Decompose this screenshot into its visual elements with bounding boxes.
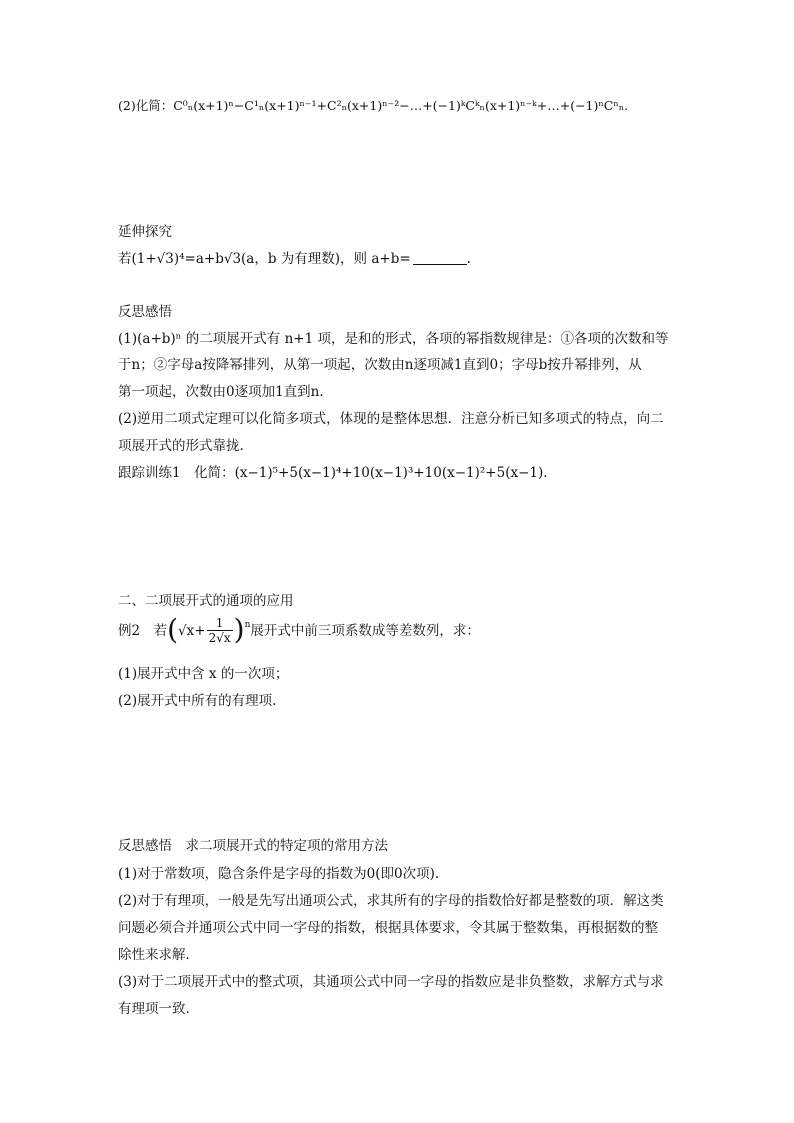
reflect-2-line-1: (1)对于常数项，隐含条件是字母的指数为0(即0次项). <box>118 866 440 882</box>
reflect-1-line-4: (2)逆用二项式定理可以化简多项式，体现的是整体思想．注意分析已知多项式的特点，向二 <box>118 411 664 427</box>
sqrt-x: √x <box>178 623 195 639</box>
exponent-n: n <box>244 620 251 630</box>
reflect-title-1: 反思感悟 <box>118 304 172 320</box>
example-2 <box>118 615 480 648</box>
reflect-2-line-5: (3)对于二项展开式中的整式项，其通项公式中同一字母的指数应是非负整数，求解方式与求 <box>118 974 664 990</box>
example-2-suffix: 展开式中前三项系数成等差数列，求： <box>250 623 480 639</box>
reflect-2-line-3: 问题必须合并通项公式中同一字母的指数，根据具体要求，令其属于整数集，再根据数的整 <box>118 920 658 936</box>
reflect-2-line-4: 除性来求解. <box>118 947 190 963</box>
answer-blank <box>413 252 467 265</box>
example-2-q2: (2)展开式中所有的有理项. <box>118 693 277 709</box>
section-2-title: 二、二项展开式的通项的应用 <box>118 593 294 609</box>
right-paren: ) <box>233 613 245 646</box>
reflect-1-line-3: 第一项起，次数由0逐项加1直到n. <box>118 384 324 400</box>
reflect-1-line-2: 于n；②字母a按降幂排列，从第一项起，次数由n逐项减1直到0；字母b按升幂排列，从 <box>118 357 642 373</box>
extend-question <box>118 247 471 267</box>
reflect-2-line-6: 有理项一致. <box>118 1001 190 1017</box>
track-exercise-1: 跟踪训练1 化简：(x−1)⁵+5(x−1)⁴+10(x−1)³+10(x−1)²+5(x−1). <box>118 465 548 481</box>
fraction <box>207 617 233 645</box>
left-paren: ( <box>167 613 179 646</box>
reflect-1-line-5: 项展开式的形式靠拢. <box>118 438 244 454</box>
reflect-title-2: 反思感悟 求二项展开式的特定项的常用方法 <box>118 838 388 854</box>
extend-text: 若(1+√3)⁴=a+b√3(a，b 为有理数)，则 a+b= <box>118 251 411 267</box>
extend-period: . <box>466 251 471 267</box>
reflect-1-line-1: (1)(a+b)ⁿ 的二项展开式有 n+1 项，是和的形式，各项的幂指数规律是：①各项的次数和等 <box>118 331 669 347</box>
fraction-denominator: 2√x <box>208 630 231 645</box>
fraction-numerator: 1 <box>207 617 233 631</box>
extend-title: 延伸探究 <box>118 224 172 240</box>
example-2-prefix: 例2 若 <box>118 623 168 639</box>
question-2-simplify: (2)化简：C⁰ₙ(x+1)ⁿ−C¹ₙ(x+1)ⁿ⁻¹+C²ₙ(x+1)ⁿ⁻²−…+(−1)ᵏCᵏₙ(x+1)ⁿ⁻ᵏ+…+(−1)ⁿCⁿₙ. <box>118 98 629 113</box>
reflect-2-line-2: (2)对于有理项，一般是先写出通项公式，求其所有的字母的指数恰好都是整数的项．解这类 <box>118 893 664 909</box>
plus-sign: + <box>194 623 206 639</box>
example-2-q1: (1)展开式中含 x 的一次项； <box>118 666 289 682</box>
